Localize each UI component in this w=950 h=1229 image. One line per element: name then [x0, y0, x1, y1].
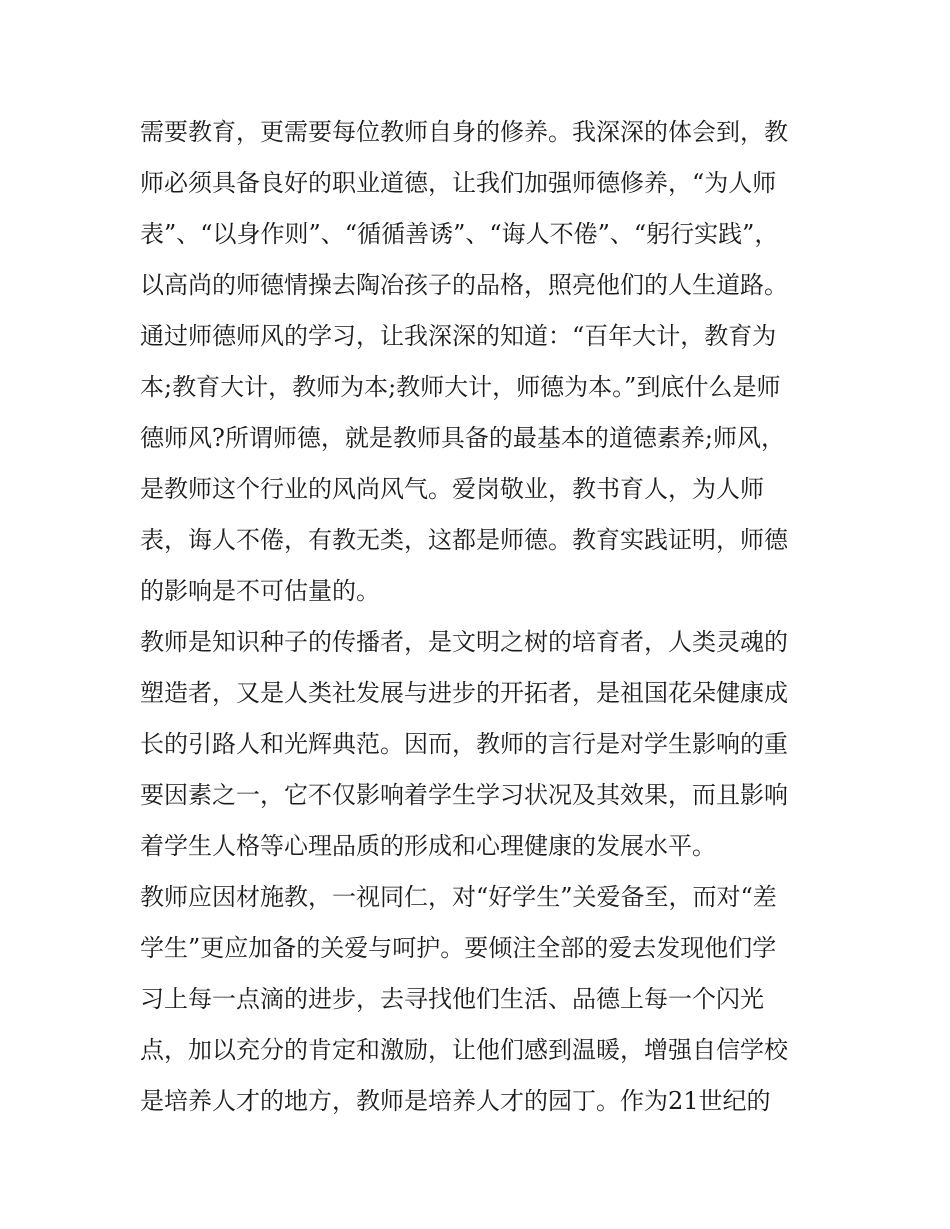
text-line: 以高尚的师德情操去陶冶孩子的品格，照亮他们的人生道路。 — [140, 271, 788, 299]
document-body — [140, 107, 820, 1127]
text-line: 长的引路人和光辉典范。因而，教师的言行是对学生影响的重 — [140, 730, 788, 758]
text-line: 表，诲人不倦，有教无类，这都是师德。教育实践证明，师德 — [140, 526, 788, 554]
text-line: 是教师这个行业的风尚风气。爱岗敬业，教书育人，为人师 — [140, 475, 764, 503]
text-line: 通过师德师风的学习，让我深深的知道：“百年大计，教育为 — [140, 322, 777, 350]
text-line: 教师应因材施教，一视同仁，对“好学生”关爱备至，而对“差 — [140, 883, 777, 911]
text-line: 德师风?所谓师德，就是教师具备的最基本的道德素养;师风， — [140, 424, 785, 452]
text-line: 学生”更应加备的关爱与呵护。要倾注全部的爱去发现他们学 — [140, 934, 777, 962]
text-line: 师必须具备良好的职业道德，让我们加强师德修养，“为人师 — [140, 169, 777, 197]
text-line: 塑造者，又是人类社发展与进步的开拓者，是祖国花朵健康成 — [140, 679, 788, 707]
text-line: 教师是知识种子的传播者，是文明之树的培育者，人类灵魂的 — [140, 628, 788, 656]
text-line: 本;教育大计，教师为本;教师大计，师德为本。”到底什么是师 — [140, 373, 781, 401]
text-line: 表”、“以身作则”、“循循善诱”、“诲人不倦”、“躬行实践”， — [140, 220, 779, 248]
text-line: 需要教育，更需要每位教师自身的修养。我深深的体会到，教 — [140, 118, 788, 146]
text-line: 习上每一点滴的进步，去寻找他们生活、品德上每一个闪光 — [140, 985, 764, 1013]
text-line: 着学生人格等心理品质的形成和心理健康的发展水平。 — [140, 832, 716, 860]
text-line: 的影响是不可估量的。 — [140, 577, 380, 605]
text-line: 是培养人才的地方，教师是培养人才的园丁。作为21世纪的 — [140, 1087, 771, 1115]
text-line: 要因素之一，它不仅影响着学生学习状况及其效果，而且影响 — [140, 781, 788, 809]
text-line: 点，加以充分的肯定和激励，让他们感到温暖，增强自信学校 — [140, 1036, 788, 1064]
